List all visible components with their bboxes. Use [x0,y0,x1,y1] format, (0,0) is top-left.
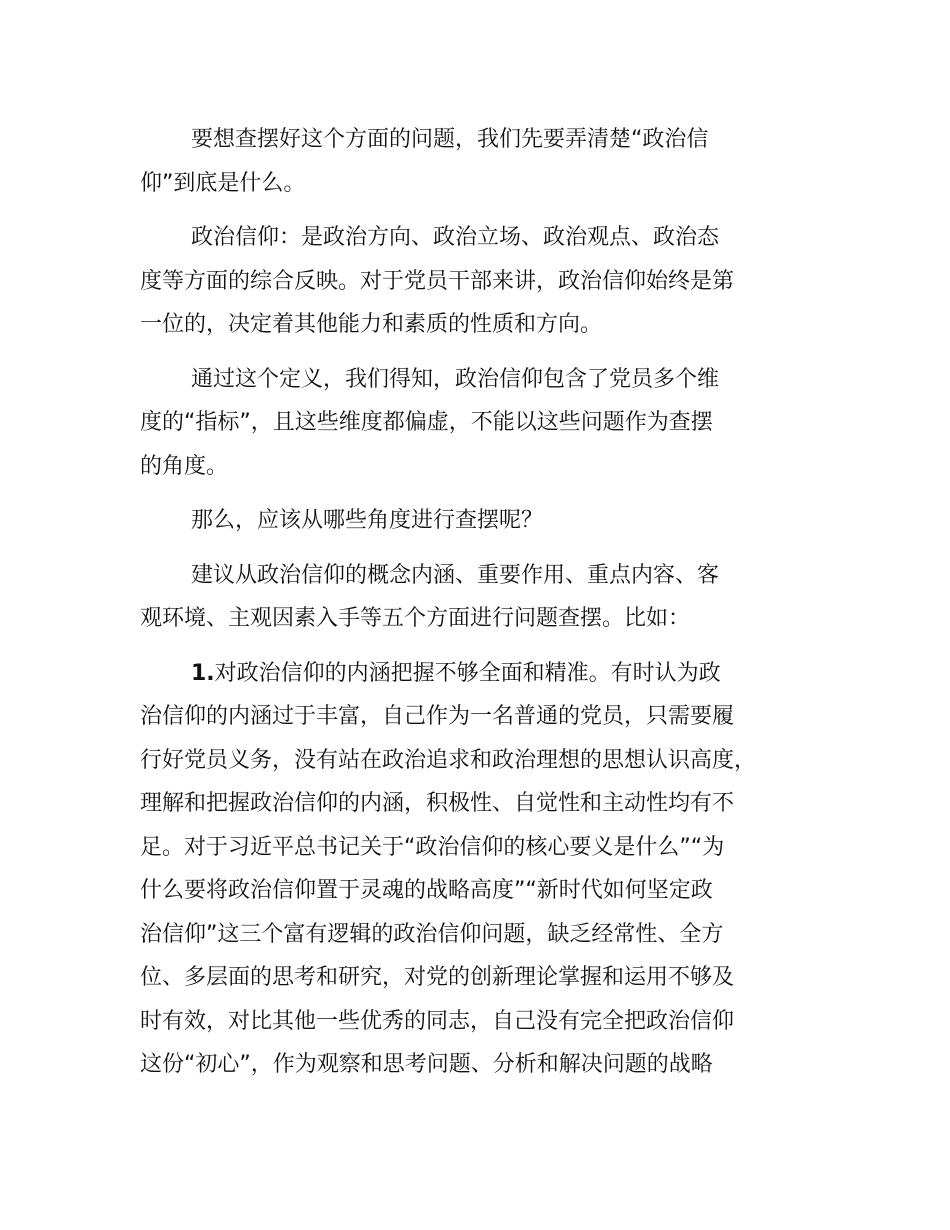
paragraph-item-1 [140,652,840,1087]
text-line: 那么，应该从哪些角度进行查摆呢？ [191,508,544,533]
text-line: 政治信仰：是政治方向、政治立场、政治观点、政治态 [191,225,720,250]
text-line: 理解和把握政治信仰的内涵，积极性、自觉性和主动性均有不 [140,791,735,816]
document-body [140,118,840,1098]
paragraph-suggestion [140,554,840,641]
text-line: 的角度。 [140,453,229,479]
text-line: 位、多层面的思考和研究，对党的创新理论掌握和运用不够及 [140,965,735,990]
text-line: 仰”到底是什么。 [140,170,306,196]
text-line: 足。对于习近平总书记关于“政治信仰的核心要义是什么”“为 [140,834,725,860]
paragraph-definition-question [140,118,840,205]
text-line [140,652,840,696]
text-line: 行好党员义务，没有站在政治追求和政治理想的思想认识高度， [140,747,757,773]
text-line: 要想查摆好这个方面的问题，我们先要弄清楚“政治信 [191,127,709,152]
text-line: 一位的，决定着其他能力和素质的性质和方向。 [140,312,603,337]
text-line: 时有效，对比其他一些优秀的同志，自己没有完全把政治信仰 [140,1008,735,1034]
paragraph-question [140,499,840,543]
text-line: 观环境、主观因素入手等五个方面进行问题查摆。比如： [140,606,691,631]
text-line: 治信仰”这三个富有逻辑的政治信仰问题，缺乏经常性、全方 [140,921,724,947]
text-line: 建议从政治信仰的概念内涵、重要作用、重点内容、客 [191,562,720,588]
text-line: 这份“初心”，作为观察和思考问题、分析和解决问题的战略 [140,1052,713,1077]
paragraph-dimensions [140,358,840,489]
text-line: 度等方面的综合反映。对于党员干部来讲，政治信仰始终是第 [140,268,735,294]
item-number: 1. [191,660,215,686]
text-line: 通过这个定义，我们得知，政治信仰包含了党员多个维 [191,366,720,392]
text-line: 什么要将政治信仰置于灵魂的战略高度”“新时代如何坚定政 [140,878,713,903]
item-text: 对政治信仰的内涵把握不够全面和精准。有时认为政 [214,660,721,686]
text-line: 治信仰的内涵过于丰富，自己作为一名普通的党员，只需要履 [140,704,735,729]
text-line: 度的“指标”，且这些维度都偏虚，不能以这些问题作为查摆 [140,410,713,435]
paragraph-definition [140,216,840,347]
